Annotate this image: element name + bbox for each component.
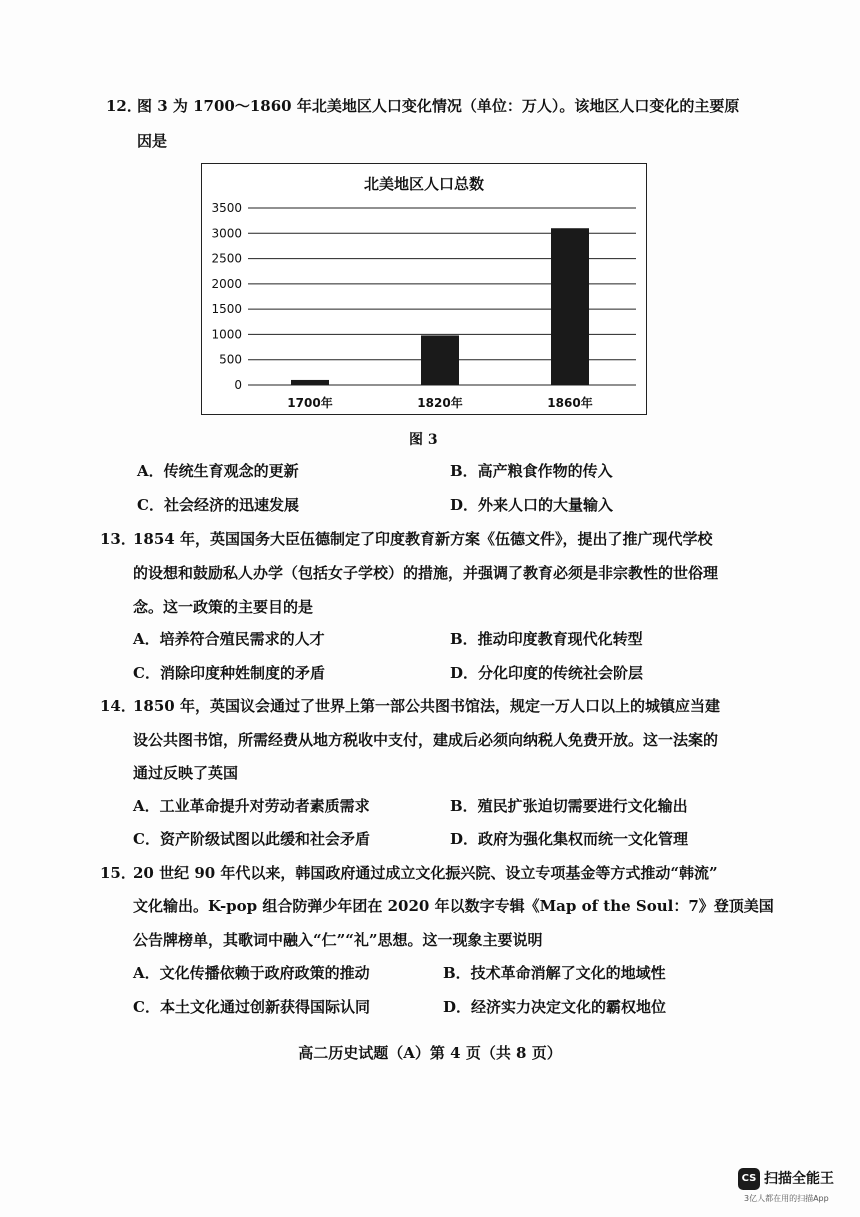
question-12-option-a[interactable]: A．传统生育观念的更新 [137, 462, 299, 480]
chart-x-ticks [287, 395, 592, 410]
question-12-option-b[interactable]: B．高产粮食作物的传入 [450, 462, 613, 480]
question-14-number: 14． [100, 697, 136, 715]
chart-bars [291, 228, 589, 385]
chart-y-tick-label: 3000 [211, 226, 242, 241]
question-13-line-1: 1854 年，英国国务大臣伍德制定了印度教育新方案《伍德文件》，提出了推广现代学校 [133, 530, 713, 548]
question-15-option-c[interactable]: C．本土文化通过创新获得国际认同 [133, 998, 370, 1016]
chart-bar-1 [421, 335, 459, 385]
chart-x-tick-label: 1700年 [287, 396, 333, 410]
question-15-line-1: 20 世纪 90 年代以来，韩国政府通过成立文化振兴院、设立专项基金等方式推动“韩流” [133, 864, 718, 882]
camscanner-tagline: 3亿人都在用的扫描App [744, 1194, 829, 1203]
question-14-option-c[interactable]: C．资产阶级试图以此缓和社会矛盾 [133, 830, 370, 848]
camscanner-logo-icon: CS [738, 1168, 760, 1190]
question-12-option-d[interactable]: D．外来人口的大量输入 [450, 496, 614, 514]
chart-bar-0 [291, 380, 329, 385]
question-15-line-2: 文化输出。K-pop 组合防弹少年团在 2020 年以数字专辑《Map of the Soul：7》登顶美国 [133, 897, 774, 915]
question-15-option-d[interactable]: D．经济实力决定文化的霸权地位 [443, 998, 667, 1016]
question-13-option-d[interactable]: D．分化印度的传统社会阶层 [450, 664, 644, 682]
chart-y-tick-label: 0 [234, 378, 242, 392]
question-13-line-2: 的设想和鼓励私人办学（包括女子学校）的措施，并强调了教育必须是非宗教性的世俗理 [133, 564, 719, 582]
question-14-line-1: 1850 年，英国议会通过了世界上第一部公共图书馆法，规定一万人口以上的城镇应当建 [133, 697, 720, 715]
figure-label: 图 3 [409, 432, 438, 448]
question-12-line-2: 因是 [137, 132, 168, 150]
question-13-line-3: 念。这一政策的主要目的是 [133, 598, 314, 616]
question-14-line-3: 通过反映了英国 [133, 764, 239, 782]
question-15-option-b[interactable]: B．技术革命消解了文化的地域性 [443, 964, 666, 982]
question-14-option-d[interactable]: D．政府为强化集权而统一文化管理 [450, 830, 689, 848]
question-12-line-1: 图 3 为 1700～1860 年北美地区人口变化情况（单位：万人）。该地区人口变化的主要原 [137, 97, 740, 115]
chart-y-tick-label: 2500 [211, 251, 242, 266]
question-14-option-b[interactable]: B．殖民扩张迫切需要进行文化输出 [450, 797, 688, 815]
question-15-number: 15． [100, 864, 136, 882]
chart-bar-2 [551, 228, 589, 385]
chart-y-tick-label: 1000 [211, 327, 242, 342]
question-13-option-b[interactable]: B．推动印度教育现代化转型 [450, 630, 643, 648]
chart-y-ticks [211, 201, 242, 392]
population-chart-svg [202, 164, 646, 414]
chart-y-tick-label: 3500 [211, 201, 242, 215]
question-14-option-a[interactable]: A．工业革命提升对劳动者素质需求 [133, 797, 370, 815]
population-chart [201, 163, 647, 415]
question-14-line-2: 设公共图书馆，所需经费从地方税收中支付，建成后必须向纳税人免费开放。这一法案的 [133, 731, 719, 749]
question-15-option-a[interactable]: A．文化传播依赖于政府政策的推动 [133, 964, 370, 982]
chart-y-tick-label: 500 [219, 352, 242, 367]
chart-y-tick-label: 2000 [211, 276, 242, 291]
camscanner-name: 扫描全能王 [764, 1171, 834, 1187]
question-13-option-a[interactable]: A．培养符合殖民需求的人才 [133, 630, 325, 648]
chart-title: 北美地区人口总数 [363, 175, 485, 193]
question-13-number: 13． [100, 530, 136, 548]
page-footer: 高二历史试题（A）第 4 页（共 8 页） [298, 1044, 562, 1062]
question-15-line-3: 公告牌榜单，其歌词中融入“仁”“礼”思想。这一现象主要说明 [133, 931, 543, 949]
chart-y-tick-label: 1500 [211, 302, 242, 317]
chart-x-tick-label: 1820年 [417, 396, 463, 410]
question-12-option-c[interactable]: C．社会经济的迅速发展 [137, 496, 299, 514]
chart-x-tick-label: 1860年 [547, 396, 593, 410]
question-12-number: 12． [106, 97, 142, 115]
question-13-option-c[interactable]: C．消除印度种姓制度的矛盾 [133, 664, 325, 682]
